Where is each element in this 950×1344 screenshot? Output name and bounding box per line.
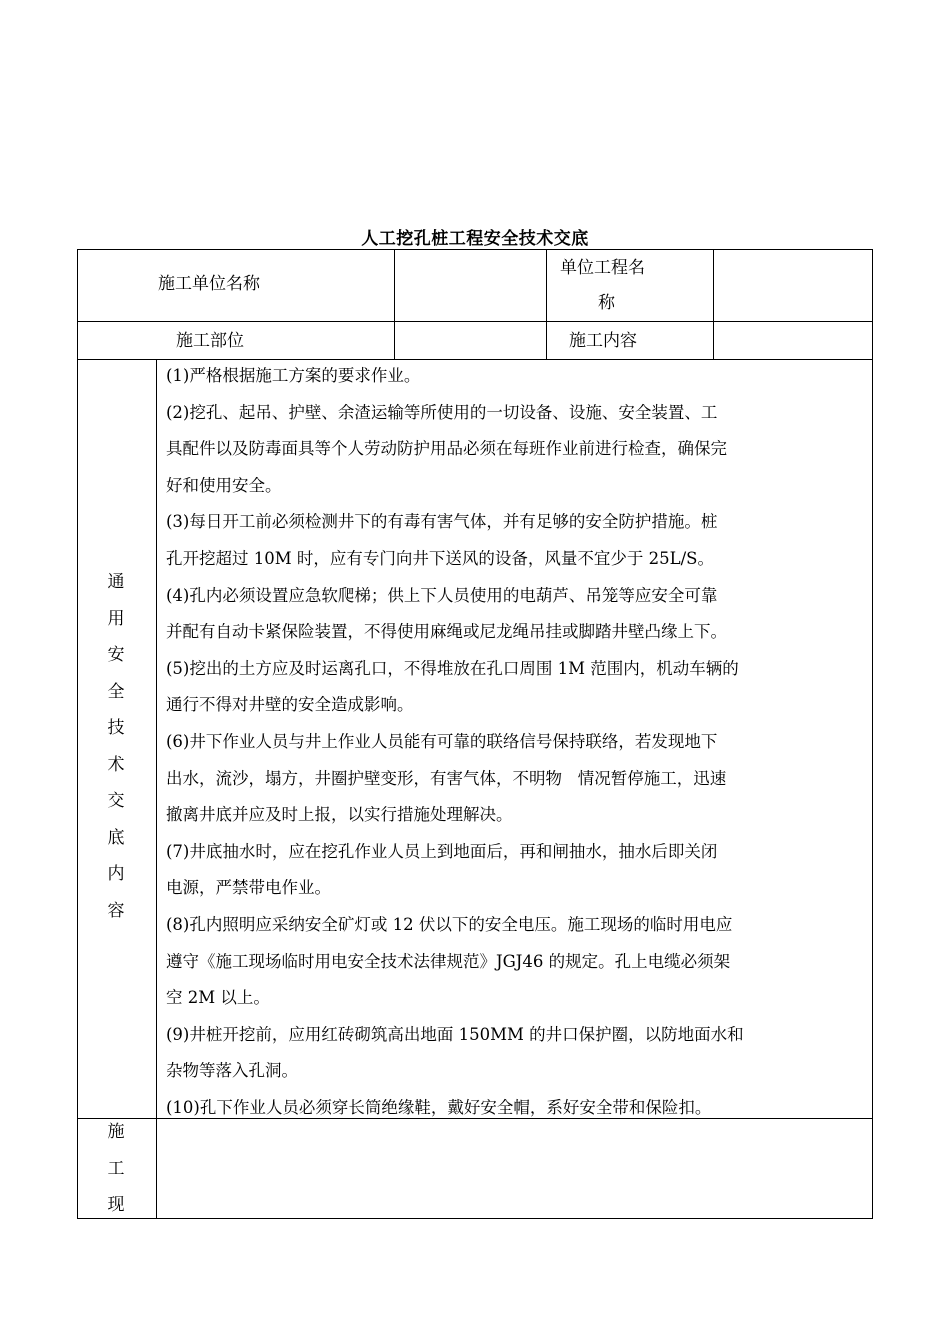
label-char: 技 <box>107 718 125 738</box>
content-line: 杂物等落入孔洞。 <box>166 1061 298 1081</box>
construction-part-label: 施工部位 <box>176 331 244 351</box>
label-char: 容 <box>107 900 125 921</box>
project-name-label-line1: 单位工程名 <box>560 258 645 278</box>
label-char: 内 <box>107 864 125 884</box>
label-char: 用 <box>107 608 125 629</box>
safety-content <box>166 358 826 1126</box>
content-line: (1)严格根据施工方案的要求作业。 <box>166 366 421 385</box>
table-divider-col1 <box>394 249 395 360</box>
label-char: 通 <box>107 572 125 592</box>
table-divider-col3 <box>713 249 714 360</box>
content-line: (7)井底抽水时，应在挖孔作业人员上到地面后，再和闸抽水，抽水后即关闭 <box>166 841 718 861</box>
label-char: 底 <box>107 827 125 848</box>
table-border-top <box>77 249 873 250</box>
content-line: (8)孔内照明应采纳安全矿灯或 12 伏以下的安全电压。施工现场的临时用电应 <box>166 914 733 934</box>
content-line: 通行不得对井壁的安全造成影响。 <box>166 695 414 715</box>
construction-unit-label: 施工单位名称 <box>158 274 260 294</box>
construction-content-label: 施工内容 <box>569 331 637 351</box>
content-line: (2)挖孔、起吊、护壁、余渣运输等所使用的一切设备、设施、安全装置、工 <box>166 402 718 422</box>
content-line: (10)孔下作业人员必须穿长筒绝缘鞋，戴好安全帽，系好安全带和保险扣。 <box>166 1097 712 1117</box>
content-line: 并配有自动卡紧保险装置，不得使用麻绳或尼龙绳吊挂或脚踏井壁凸缘上下。 <box>166 622 727 642</box>
content-line: 撤离井底并应及时上报，以实行措施处理解决。 <box>166 805 513 825</box>
table-divider-label-col <box>156 359 157 1219</box>
label-char: 全 <box>107 681 125 702</box>
content-line: 遵守《施工现场临时用电安全技术法律规范》JGJ46 的规定。孔上电缆必须架 <box>166 951 731 971</box>
content-line: (4)孔内必须设置应急软爬梯；供上下人员使用的电葫芦、吊笼等应安全可靠 <box>166 585 718 605</box>
label-char: 安 <box>107 645 125 665</box>
project-name-label-line2: 称 <box>598 293 615 313</box>
label-char: 术 <box>107 754 125 775</box>
safety-section-label <box>77 564 155 929</box>
content-line: 具配件以及防毒面具等个人劳动防护用品必须在每班作业前进行检查，确保完 <box>166 439 727 459</box>
content-line: (3)每日开工前必须检测井下的有毒有害气体，并有足够的安全防护措施。桩 <box>166 512 718 532</box>
content-line: (6)井下作业人员与井上作业人员能有可靠的联络信号保持联络，若发现地下 <box>166 731 718 751</box>
content-line: 空 2M 以上。 <box>166 988 270 1008</box>
content-line: 孔开挖超过 10M 时，应有专门向井下送风的设备，风量不宜少于 25L/S。 <box>166 548 714 568</box>
table-divider-row1 <box>77 321 873 322</box>
label-char: 施 <box>107 1122 125 1142</box>
content-line: (5)挖出的土方应及时运离孔口，不得堆放在孔口周围 1M 范围内，机动车辆的 <box>166 658 739 678</box>
table-border-bottom <box>77 1218 873 1219</box>
table-divider-col2 <box>546 249 547 360</box>
content-line: (9)井桩开挖前，应用红砖砌筑高出地面 150MM 的井口保护圈，以防地面水和 <box>166 1024 744 1044</box>
content-line: 好和使用安全。 <box>166 475 282 495</box>
label-char: 现 <box>107 1195 125 1215</box>
label-char: 工 <box>107 1158 125 1179</box>
site-section-label <box>77 1114 155 1224</box>
table-border-right <box>872 249 873 1219</box>
content-line: 出水，流沙，塌方，井圈护壁变形，有害气体，不明物 情况暂停施工，迅速 <box>166 768 727 788</box>
label-char: 交 <box>107 791 125 811</box>
content-line: 电源，严禁带电作业。 <box>166 878 331 898</box>
document-title: 人工挖孔桩工程安全技术交底 <box>361 229 589 249</box>
